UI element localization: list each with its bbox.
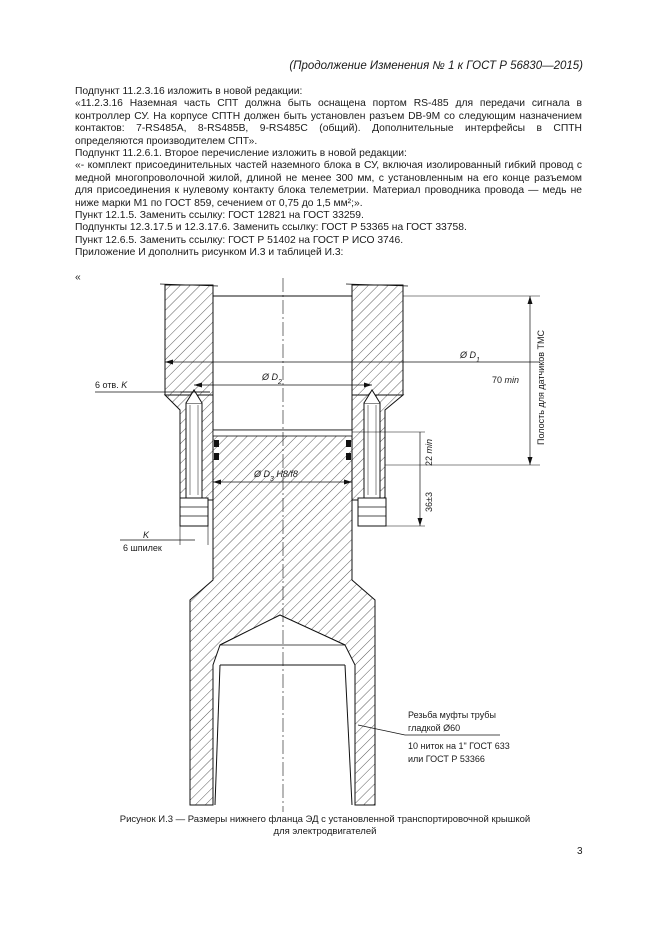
running-header: (Продолжение Изменения № 1 к ГОСТ Р 56830—2015): [289, 60, 583, 72]
flange-wall-left: [165, 285, 213, 395]
dim-d1: Ø $D_1$: [460, 350, 480, 364]
paragraph: Пункт 12.6.5. Заменить ссылку: ГОСТ Р 51402 на ГОСТ Р ИСО 3746.: [75, 234, 404, 246]
dim-36: 36±3: [424, 492, 434, 512]
label-thread-1: Резьба муфты трубы: [408, 710, 496, 720]
label-thread-3: 10 ниток на 1" ГОСТ 633: [408, 741, 510, 751]
dim-d2: Ø $D_2$: [262, 372, 282, 386]
label-thread-2: гладкой Ø60: [408, 723, 461, 733]
paragraph: Подпункт 11.2.6.1. Второе перечисление изложить в новой редакции:: [75, 148, 407, 160]
label-thread-4: или ГОСТ Р 53366: [408, 754, 485, 764]
dim-22min: 22 min: [424, 438, 434, 466]
paragraph: Приложение И дополнить рисунком И.3 и таблицей И.3:: [75, 247, 344, 259]
dim-d3: Ø $D_3$ H8/f8: [254, 469, 298, 483]
dim-70min: 70 min: [492, 375, 520, 385]
page-number: 3: [577, 846, 583, 857]
caption-line: для электродвигателей: [273, 825, 377, 837]
paragraph: Пункт 12.1.5. Заменить ссылку: ГОСТ 12821 на ГОСТ 33259.: [75, 210, 364, 222]
label-stripe: Полость для датчиков ТМС: [536, 329, 546, 445]
paragraph: «- комплект присоединительных частей наземного блока в СУ, включая изолированный гибкий провод с медной многопроволочной жилой, длиной не менее 300 мм, с установленным на его конце разъемом для присоединения к нулевому контакту блока телеметрии. Материал проводника провода — медь не ниже марки М1 по ГОСТ 859, сечением от 0,75 до 1,5 мм²;».: [75, 160, 582, 209]
label-studs: 6 шпилек: [123, 543, 162, 553]
flange-wall-right: [352, 285, 403, 395]
figure-caption: [90, 814, 560, 837]
paragraph-text: Подпункт 11.2.3.16 изложить в новой редакции:: [75, 86, 303, 97]
paragraph: Подпункты 12.3.17.5 и 12.3.17.6. Заменить ссылку: ГОСТ Р 53365 на ГОСТ 33758.: [75, 222, 467, 234]
paragraph: «11.2.3.16 Наземная часть СПТ должна быть оснащена портом RS-485 для передачи сигнала в контроллер СУ. На корпусе СПТН должен быть установлен разъем DB-9M со следующим назначением контактов: 7-RS485A, 8-RS485B, 9-RS485C (общий). Дополнительные интерфейсы в СПТН определяются производителем СПТ».: [75, 98, 582, 147]
caption-line: Рисунок И.3 — Размеры нижнего фланца ЭД с установленной транспортировочной крышкой: [119, 814, 531, 825]
open-quote: «: [75, 272, 81, 283]
label-k: K: [143, 530, 150, 540]
label-holes: 6 отв. K: [95, 380, 128, 390]
